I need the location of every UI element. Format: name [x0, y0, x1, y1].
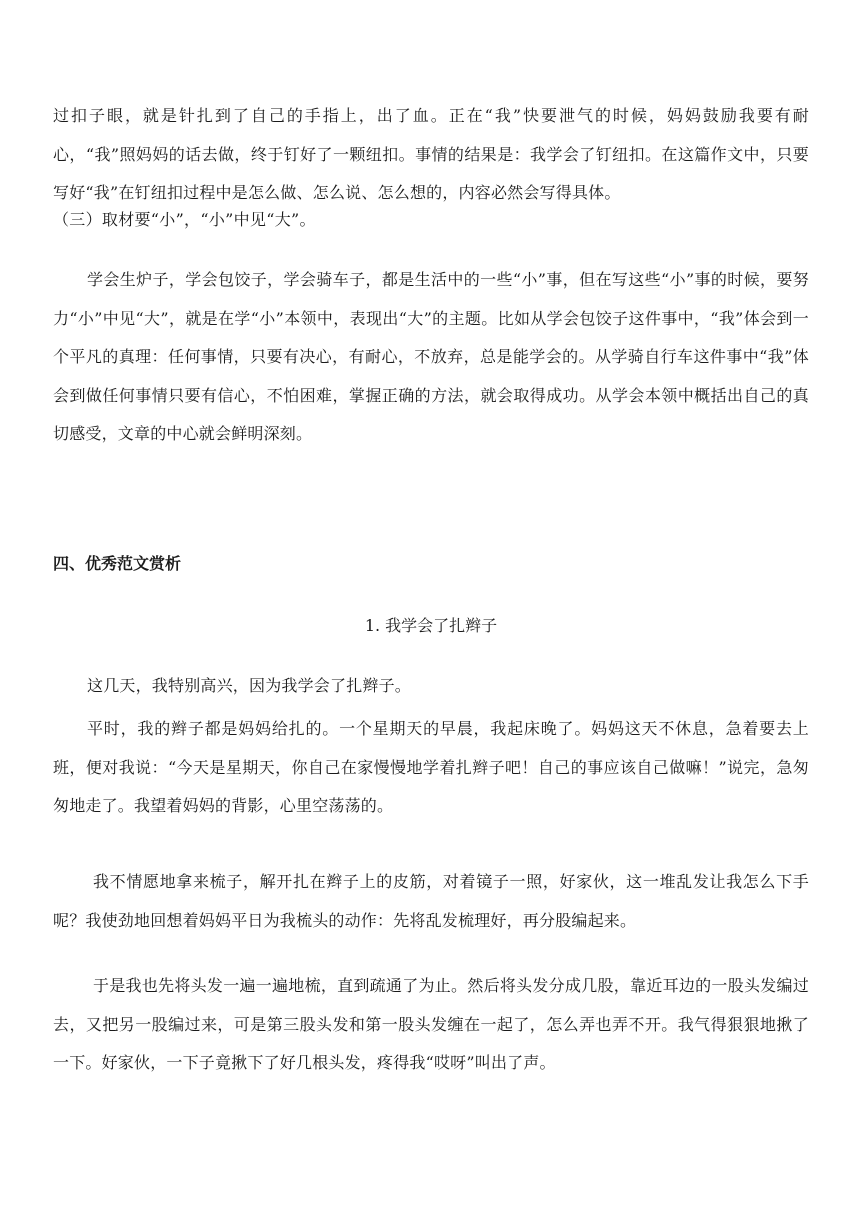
essay-title-block — [53, 614, 809, 638]
essay-paragraph-4: 于是我也先将头发一遍一遍地梳，直到疏通了为止。然后将头发分成几股，靠近耳边的一股头发编过去，又把另一股编过来，可是第三股头发和第一股头发缠在一起了，怎么弄也弄不开。我气得狠狠地揪了一下。好家伙，一下子竟揪下了好几根头发，疼得我“哎呀”叫出了声。 — [53, 976, 809, 1072]
section-3-heading-block — [53, 208, 809, 232]
essay-paragraph-1-block — [53, 667, 809, 706]
essay-paragraph-3: 我不情愿地拿来梳子，解开扎在辫子上的皮筋，对着镜子一照，好家伙，这一堆乱发让我怎么下手呢？我使劲地回想着妈妈平日为我梳头的动作：先将乱发梳理好，再分股编起来。 — [53, 872, 809, 930]
continuation-paragraph-block — [53, 97, 809, 213]
essay-paragraph-4-block — [53, 967, 809, 1083]
section-3-body-block — [53, 261, 809, 454]
essay-paragraph-1: 这几天，我特别高兴，因为我学会了扎辫子。 — [87, 676, 412, 695]
essay-paragraph-2: 平时，我的辫子都是妈妈给扎的。一个星期天的早晨，我起床晚了。妈妈这天不休息，急着要去上班，便对我说：“今天是星期天，你自己在家慢慢地学着扎辫子吧！自己的事应该自己做嘛！”说完，急匆匆地走了。我望着妈妈的背影，心里空荡荡的。 — [53, 719, 809, 815]
section-4-heading: 四、优秀范文赏析 — [53, 554, 182, 573]
continuation-paragraph: 过扣子眼，就是针扎到了自己的手指上，出了血。正在“我”快要泄气的时候，妈妈鼓励我要有耐心，“我”照妈妈的话去做，终于钉好了一颗纽扣。事情的结果是：我学会了钉纽扣。在这篇作文中，只要写好“我”在钉纽扣过程中是怎么做、怎么说、怎么想的，内容必然会写得具体。 — [53, 106, 809, 202]
essay-paragraph-3-block — [53, 863, 809, 940]
section-3-heading: （三）取材要“小”，“小”中见“大”。 — [53, 210, 316, 229]
section-3-paragraph: 学会生炉子，学会包饺子，学会骑车子，都是生活中的一些“小”事，但在写这些“小”事的时候，要努力“小”中见“大”，就是在学“小”本领中，表现出“大”的主题。比如从学会包饺子这件事中，“我”体会到一个平凡的真理：任何事情，只要有决心，有耐心，不放弃，总是能学会的。从学骑自行车这件事中“我”体会到做任何事情只要有信心，不怕困难，掌握正确的方法，就会取得成功。从学会本领中概括出自己的真切感受，文章的中心就会鲜明深刻。 — [53, 270, 809, 443]
section-4-heading-block — [53, 552, 809, 576]
essay-title: 1. 我学会了扎辫子 — [364, 616, 498, 635]
essay-paragraph-2-block — [53, 710, 809, 826]
